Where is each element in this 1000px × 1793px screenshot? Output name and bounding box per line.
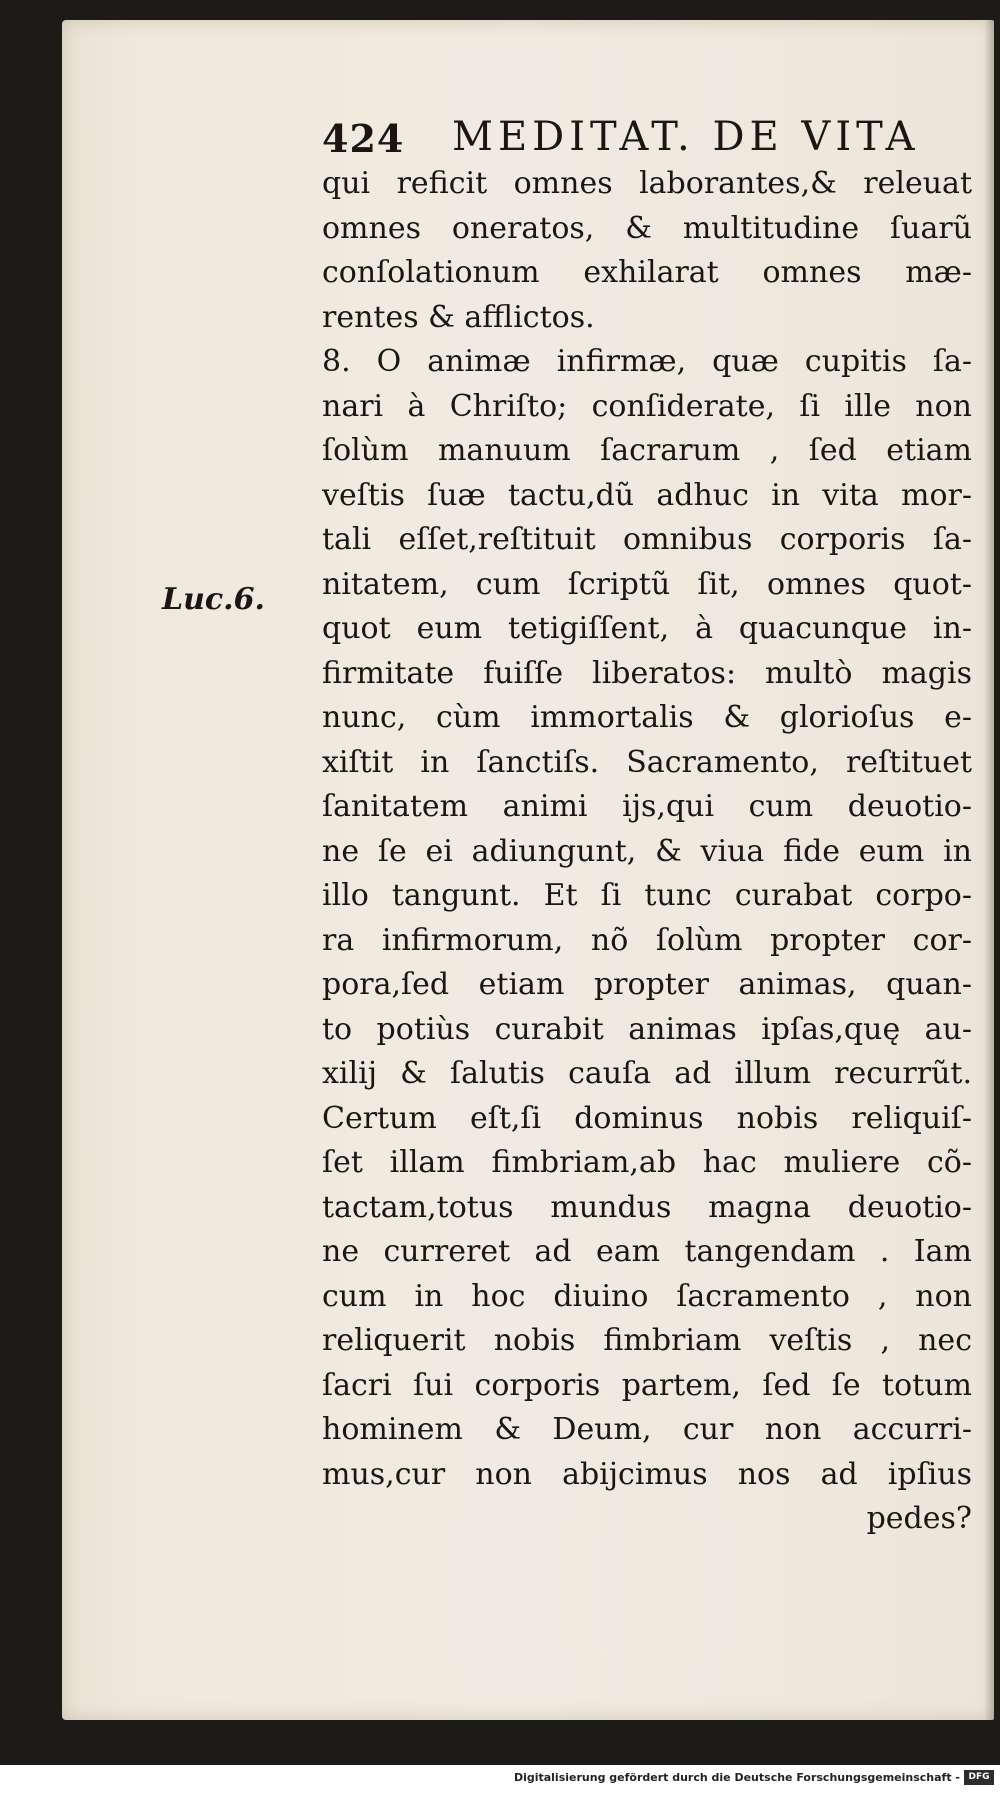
text-line: illo tangunt. Et ſi tunc curabat corpo- (322, 878, 972, 913)
text-line: ſet illam fimbriam,ab hac muliere cõ- (322, 1145, 972, 1180)
text-line: 8. O animæ infirmæ, quæ cupitis ſa- (322, 344, 972, 379)
text-line: pora,ſed etiam propter animas, quan- (322, 967, 972, 1002)
digitization-footer (0, 1765, 1000, 1793)
text-line: qui reficit omnes laborantes,& releuat (322, 166, 972, 201)
text-line: reliquerit nobis fimbriam veſtis , nec (322, 1323, 972, 1358)
text-line: ſolùm manuum ſacrarum , ſed etiam (322, 433, 972, 468)
text-line: to potiùs curabit animas ipſas,quę au- (322, 1011, 972, 1047)
text-line: tactam,totus mundus magna deuotio- (322, 1189, 972, 1225)
text-line: Certum eſt,ſi dominus nobis reliquiſ- (322, 1100, 972, 1136)
margin-note-reference: Luc.6. (162, 582, 265, 617)
text-line: rentes & afflictos. (322, 299, 595, 335)
text-line: xiſtit in ſanctiſs. Sacramento, reſtituet (322, 744, 972, 780)
page-edge-shadow (984, 20, 994, 1720)
body-text (322, 162, 972, 1542)
text-line: xilij & ſalutis cauſa ad illum recurrũt. (322, 1056, 972, 1091)
text-line: ne ſe ei adiungunt, & viua fide eum in (322, 833, 972, 869)
text-line: omnes oneratos, & multitudine ſuarũ (322, 210, 972, 246)
running-title: MEDITAT. DE VITA (452, 114, 920, 160)
text-line: cum in hoc diuino ſacramento , non (322, 1278, 972, 1314)
text-line: quot eum tetigiſſent, à quacunque in- (322, 611, 972, 646)
text-line: mus,cur non abijcimus nos ad ipſius (322, 1456, 972, 1492)
text-line: ne curreret ad eam tangendam . Iam (322, 1234, 972, 1269)
text-line: nitatem, cum ſcriptũ ſit, omnes quot- (322, 566, 972, 602)
page-number: 424 (322, 116, 405, 161)
text-line: conſolationum exhilarat omnes mæ- (322, 255, 972, 290)
text-line: veſtis ſuæ tactu,dũ adhuc in vita mor- (322, 477, 972, 513)
dfg-logo: DFG (964, 1770, 994, 1785)
text-line: firmitate fuiſſe liberatos: multò magis (322, 655, 972, 691)
text-line: ſacri ſui corporis partem, ſed ſe totum (322, 1367, 972, 1403)
text-line: tali eſſet,reſtituit omnibus corporis ſa- (322, 522, 972, 557)
page-header (322, 112, 942, 164)
funding-credit: Digitalisierung gefördert durch die Deutsche Forschungsgemeinschaft - (513, 1771, 960, 1784)
text-line: ſanitatem animi ijs,qui cum deuotio- (322, 789, 972, 824)
catchword: pedes? (866, 1501, 972, 1536)
text-line: nari à Chriſto; conſiderate, ſi ille non (322, 388, 972, 424)
text-line: nunc, cùm immortalis & glorioſus e- (322, 700, 972, 735)
text-line: ra infirmorum, nõ ſolùm propter cor- (322, 922, 972, 958)
text-line: hominem & Deum, cur non accurri- (322, 1412, 972, 1447)
